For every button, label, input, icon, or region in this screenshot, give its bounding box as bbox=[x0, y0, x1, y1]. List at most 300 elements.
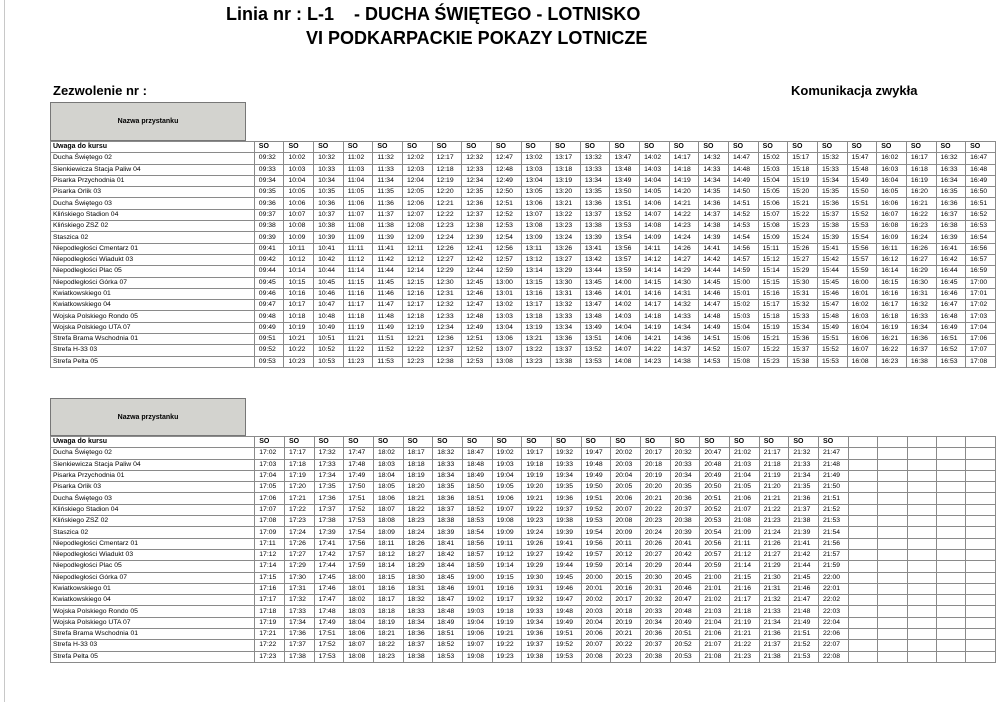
departure-time: 17:12 bbox=[255, 549, 285, 560]
departure-time: 11:49 bbox=[373, 322, 403, 333]
departure-time: 13:34 bbox=[551, 322, 581, 333]
departure-time: 21:47 bbox=[819, 448, 849, 459]
departure-time: 09:36 bbox=[254, 198, 284, 209]
departure-time bbox=[878, 561, 907, 572]
departure-time: 21:22 bbox=[730, 640, 760, 651]
day-code-cell: SO bbox=[640, 142, 670, 153]
departure-time: 20:34 bbox=[641, 617, 671, 628]
departure-time: 16:32 bbox=[906, 300, 936, 311]
departure-time: 15:16 bbox=[758, 288, 788, 299]
departure-time: 10:38 bbox=[314, 221, 344, 232]
departure-time: 15:14 bbox=[758, 266, 788, 277]
departure-time: 15:42 bbox=[817, 254, 847, 265]
departure-time: 19:54 bbox=[581, 527, 611, 538]
departure-time: 15:20 bbox=[788, 187, 818, 198]
departure-time: 16:17 bbox=[906, 153, 936, 164]
departure-time: 19:23 bbox=[492, 651, 522, 662]
departure-time: 10:39 bbox=[314, 232, 344, 243]
departure-time: 19:18 bbox=[492, 606, 522, 617]
departure-time: 16:34 bbox=[906, 322, 936, 333]
departure-time: 15:15 bbox=[758, 277, 788, 288]
departure-time bbox=[878, 651, 907, 662]
departure-time: 20:26 bbox=[641, 538, 671, 549]
departure-time: 21:38 bbox=[789, 516, 819, 527]
departure-time: 14:37 bbox=[699, 209, 729, 220]
departure-time: 11:04 bbox=[343, 175, 373, 186]
departure-time: 09:51 bbox=[254, 334, 284, 345]
table-row bbox=[51, 493, 996, 504]
permit-label: Zezwolenie nr : bbox=[53, 83, 147, 98]
departure-time: 21:07 bbox=[730, 504, 760, 515]
departure-time: 18:49 bbox=[433, 617, 463, 628]
day-code-cell: SO bbox=[462, 142, 492, 153]
table-row bbox=[51, 311, 996, 322]
departure-time: 15:52 bbox=[847, 209, 877, 220]
departure-time: 12:47 bbox=[491, 153, 521, 164]
departure-time: 15:54 bbox=[847, 232, 877, 243]
departure-time: 13:04 bbox=[521, 175, 551, 186]
departure-time: 16:42 bbox=[936, 254, 966, 265]
departure-time: 17:45 bbox=[314, 572, 344, 583]
departure-time bbox=[848, 527, 877, 538]
departure-time: 11:33 bbox=[373, 164, 403, 175]
departure-time: 18:38 bbox=[433, 516, 463, 527]
departure-time: 18:59 bbox=[462, 561, 492, 572]
departure-time: 19:34 bbox=[522, 617, 552, 628]
table-row bbox=[51, 448, 996, 459]
departure-time: 13:42 bbox=[580, 254, 610, 265]
departure-time: 20:18 bbox=[611, 606, 641, 617]
departure-time: 18:53 bbox=[462, 516, 492, 527]
departure-time: 20:34 bbox=[670, 470, 700, 481]
day-code-cell: SO bbox=[403, 437, 433, 448]
departure-time: 14:44 bbox=[699, 266, 729, 277]
departure-time: 13:48 bbox=[610, 164, 640, 175]
departure-time: 19:47 bbox=[551, 595, 581, 606]
departure-time: 14:46 bbox=[699, 288, 729, 299]
departure-time: 20:52 bbox=[700, 504, 730, 515]
departure-time: 14:01 bbox=[610, 288, 640, 299]
departure-time: 18:53 bbox=[433, 651, 463, 662]
departure-time: 16:32 bbox=[936, 153, 966, 164]
departure-time: 12:22 bbox=[402, 345, 432, 356]
departure-time: 19:30 bbox=[522, 572, 552, 583]
departure-time: 18:14 bbox=[373, 561, 403, 572]
departure-time bbox=[936, 583, 965, 594]
departure-time: 11:35 bbox=[373, 187, 403, 198]
departure-time bbox=[878, 572, 907, 583]
departure-time: 14:24 bbox=[669, 232, 699, 243]
timetable-2 bbox=[50, 436, 996, 663]
departure-time: 22:08 bbox=[819, 651, 849, 662]
departure-time: 16:18 bbox=[877, 311, 907, 322]
departure-time: 18:45 bbox=[433, 572, 463, 583]
departure-time: 10:04 bbox=[284, 175, 314, 186]
departure-time: 20:37 bbox=[670, 504, 700, 515]
departure-time: 12:27 bbox=[432, 254, 462, 265]
departure-time: 16:46 bbox=[936, 288, 966, 299]
departure-time: 19:38 bbox=[551, 516, 581, 527]
day-code-cell: SO bbox=[581, 437, 611, 448]
departure-time: 18:36 bbox=[433, 493, 463, 504]
departure-time bbox=[907, 459, 936, 470]
departure-time: 11:39 bbox=[373, 232, 403, 243]
departure-time: 19:08 bbox=[462, 651, 492, 662]
departure-time: 21:45 bbox=[789, 572, 819, 583]
departure-time: 12:18 bbox=[432, 164, 462, 175]
departure-time bbox=[878, 493, 907, 504]
departure-time: 20:47 bbox=[670, 595, 700, 606]
departure-time: 21:52 bbox=[789, 640, 819, 651]
departure-time bbox=[907, 606, 936, 617]
departure-time bbox=[966, 470, 996, 481]
table-row bbox=[51, 572, 996, 583]
departure-time: 20:00 bbox=[581, 572, 611, 583]
departure-time: 11:45 bbox=[373, 277, 403, 288]
departure-time: 12:34 bbox=[432, 322, 462, 333]
departure-time bbox=[848, 493, 877, 504]
departure-time: 14:57 bbox=[729, 254, 759, 265]
departure-time: 19:33 bbox=[522, 606, 552, 617]
departure-time: 11:22 bbox=[343, 345, 373, 356]
departure-time: 12:39 bbox=[462, 232, 492, 243]
departure-time: 20:22 bbox=[641, 504, 671, 515]
departure-time: 19:03 bbox=[462, 606, 492, 617]
departure-time: 21:01 bbox=[700, 583, 730, 594]
departure-time: 21:36 bbox=[759, 629, 789, 640]
departure-time: 20:52 bbox=[670, 640, 700, 651]
departure-time: 20:03 bbox=[611, 459, 641, 470]
departure-time: 15:22 bbox=[788, 209, 818, 220]
departure-time: 13:33 bbox=[580, 164, 610, 175]
departure-time bbox=[966, 629, 996, 640]
departure-time: 12:48 bbox=[491, 164, 521, 175]
departure-time: 14:29 bbox=[669, 266, 699, 277]
departure-time: 16:19 bbox=[906, 175, 936, 186]
departure-time bbox=[936, 493, 965, 504]
departure-time: 17:02 bbox=[255, 448, 285, 459]
departure-time: 15:03 bbox=[729, 311, 759, 322]
departure-time bbox=[878, 459, 907, 470]
departure-time: 13:39 bbox=[580, 232, 610, 243]
departure-time: 14:38 bbox=[669, 356, 699, 367]
departure-time: 11:06 bbox=[343, 198, 373, 209]
departure-time: 12:34 bbox=[462, 175, 492, 186]
stop-name: Pisarka Przychodnia 01 bbox=[51, 470, 255, 481]
departure-time: 14:37 bbox=[669, 345, 699, 356]
stop-name: Sienkiewicza Stacja Paliw 04 bbox=[51, 164, 255, 175]
day-code-cell: SO bbox=[284, 437, 314, 448]
departure-time: 21:18 bbox=[730, 606, 760, 617]
departure-time: 20:02 bbox=[611, 448, 641, 459]
departure-time: 20:19 bbox=[641, 470, 671, 481]
departure-time: 18:08 bbox=[344, 651, 374, 662]
departure-time: 20:38 bbox=[641, 651, 671, 662]
departure-time: 21:06 bbox=[700, 629, 730, 640]
day-code-cell: SO bbox=[611, 437, 641, 448]
departure-time: 18:23 bbox=[373, 651, 403, 662]
stop-name: Ducha Świętego 02 bbox=[51, 448, 255, 459]
departure-time: 11:19 bbox=[343, 322, 373, 333]
departure-time: 14:23 bbox=[669, 221, 699, 232]
departure-time: 12:11 bbox=[402, 243, 432, 254]
communication-type: Komunikacja zwykła bbox=[791, 83, 918, 98]
departure-time: 16:21 bbox=[906, 198, 936, 209]
departure-time: 13:36 bbox=[551, 334, 581, 345]
departure-time: 17:17 bbox=[255, 595, 285, 606]
departure-time: 11:15 bbox=[343, 277, 373, 288]
departure-time: 21:24 bbox=[759, 527, 789, 538]
departure-time: 12:49 bbox=[491, 175, 521, 186]
departure-time: 17:26 bbox=[284, 538, 314, 549]
departure-time: 13:41 bbox=[580, 243, 610, 254]
departure-time bbox=[936, 640, 965, 651]
departure-time: 18:21 bbox=[403, 493, 433, 504]
departure-time: 12:36 bbox=[462, 198, 492, 209]
departure-time: 10:02 bbox=[284, 153, 314, 164]
departure-time: 09:45 bbox=[254, 277, 284, 288]
departure-time: 16:35 bbox=[936, 187, 966, 198]
departure-time: 16:04 bbox=[877, 175, 907, 186]
table-row bbox=[51, 482, 996, 493]
departure-time: 16:20 bbox=[906, 187, 936, 198]
departure-time: 21:33 bbox=[759, 606, 789, 617]
table-row bbox=[51, 175, 996, 186]
day-code-cell: SO bbox=[402, 142, 432, 153]
departure-time: 18:06 bbox=[344, 629, 374, 640]
departure-time: 14:21 bbox=[669, 198, 699, 209]
departure-time: 13:37 bbox=[580, 209, 610, 220]
stop-name: Niepodległości Plac 05 bbox=[51, 561, 255, 572]
departure-time: 14:02 bbox=[640, 153, 670, 164]
departure-time: 20:19 bbox=[611, 617, 641, 628]
departure-time: 16:08 bbox=[877, 221, 907, 232]
departure-time: 13:21 bbox=[551, 198, 581, 209]
departure-time: 15:46 bbox=[817, 288, 847, 299]
departure-time: 11:07 bbox=[343, 209, 373, 220]
day-code-cell: SO bbox=[877, 142, 907, 153]
departure-time: 16:17 bbox=[877, 300, 907, 311]
departure-time: 16:22 bbox=[877, 345, 907, 356]
departure-time bbox=[848, 595, 877, 606]
stop-name: Wojska Polskiego UTA 07 bbox=[51, 322, 255, 333]
departure-time: 21:54 bbox=[819, 527, 849, 538]
departure-time: 14:45 bbox=[699, 277, 729, 288]
departure-time: 17:23 bbox=[284, 516, 314, 527]
departure-time: 10:03 bbox=[284, 164, 314, 175]
departure-time: 11:09 bbox=[343, 232, 373, 243]
departure-time: 18:32 bbox=[403, 595, 433, 606]
departure-time bbox=[878, 595, 907, 606]
departure-time: 20:53 bbox=[670, 651, 700, 662]
day-code-cell: SO bbox=[551, 142, 581, 153]
departure-time: 10:14 bbox=[284, 266, 314, 277]
departure-time: 16:08 bbox=[847, 356, 877, 367]
departure-time: 15:41 bbox=[817, 243, 847, 254]
departure-time: 20:49 bbox=[700, 470, 730, 481]
departure-time: 19:45 bbox=[551, 572, 581, 583]
departure-time: 19:23 bbox=[522, 516, 552, 527]
departure-time: 13:49 bbox=[610, 175, 640, 186]
departure-time: 16:00 bbox=[847, 277, 877, 288]
departure-time: 17:32 bbox=[314, 448, 344, 459]
departure-time: 16:52 bbox=[936, 345, 966, 356]
departure-time: 13:17 bbox=[551, 153, 581, 164]
departure-time bbox=[936, 549, 965, 560]
departure-time: 17:05 bbox=[255, 482, 285, 493]
departure-time: 12:46 bbox=[462, 288, 492, 299]
departure-time bbox=[878, 538, 907, 549]
departure-time: 16:48 bbox=[966, 164, 996, 175]
departure-time: 18:23 bbox=[403, 516, 433, 527]
departure-time: 14:53 bbox=[729, 221, 759, 232]
departure-time: 12:21 bbox=[402, 334, 432, 345]
page-border-line bbox=[4, 0, 5, 702]
departure-time: 10:44 bbox=[314, 266, 344, 277]
departure-time: 16:52 bbox=[966, 209, 996, 220]
departure-time bbox=[966, 504, 996, 515]
departure-time: 21:48 bbox=[819, 459, 849, 470]
departure-time: 09:46 bbox=[254, 288, 284, 299]
departure-time: 12:51 bbox=[462, 334, 492, 345]
departure-time: 20:59 bbox=[700, 561, 730, 572]
departure-time: 16:22 bbox=[906, 209, 936, 220]
departure-time: 13:22 bbox=[521, 345, 551, 356]
departure-time: 12:21 bbox=[432, 198, 462, 209]
departure-time: 17:07 bbox=[255, 504, 285, 515]
departure-time: 14:06 bbox=[610, 334, 640, 345]
departure-time bbox=[966, 572, 996, 583]
departure-time: 11:53 bbox=[373, 356, 403, 367]
departure-time bbox=[848, 516, 877, 527]
departure-time: 18:35 bbox=[433, 482, 463, 493]
departure-time bbox=[907, 583, 936, 594]
departure-time: 18:47 bbox=[462, 448, 492, 459]
departure-time: 19:26 bbox=[522, 538, 552, 549]
departure-time: 10:06 bbox=[284, 198, 314, 209]
departure-time: 20:36 bbox=[670, 493, 700, 504]
departure-time: 16:53 bbox=[936, 356, 966, 367]
departure-time: 12:45 bbox=[462, 277, 492, 288]
table-row bbox=[51, 187, 996, 198]
course-header-row bbox=[51, 142, 996, 153]
departure-time: 11:18 bbox=[343, 311, 373, 322]
departure-time: 10:42 bbox=[314, 254, 344, 265]
departure-time: 14:49 bbox=[699, 322, 729, 333]
day-code-cell bbox=[966, 437, 996, 448]
departure-time: 10:07 bbox=[284, 209, 314, 220]
departure-time bbox=[878, 606, 907, 617]
departure-time: 18:52 bbox=[433, 640, 463, 651]
departure-time bbox=[848, 448, 877, 459]
departure-time: 21:19 bbox=[730, 617, 760, 628]
departure-time bbox=[907, 493, 936, 504]
departure-time: 19:44 bbox=[551, 561, 581, 572]
departure-time: 09:53 bbox=[254, 356, 284, 367]
day-code-cell bbox=[907, 437, 936, 448]
departure-time: 16:02 bbox=[877, 153, 907, 164]
departure-time: 13:33 bbox=[551, 311, 581, 322]
departure-time: 18:51 bbox=[433, 629, 463, 640]
departure-time: 21:49 bbox=[819, 470, 849, 481]
departure-time bbox=[936, 629, 965, 640]
departure-time bbox=[966, 482, 996, 493]
stop-name: Pisarka Orlik 03 bbox=[51, 187, 255, 198]
departure-time: 17:31 bbox=[284, 583, 314, 594]
departure-time: 09:44 bbox=[254, 266, 284, 277]
departure-time: 18:03 bbox=[373, 459, 403, 470]
departure-time: 14:38 bbox=[699, 221, 729, 232]
departure-time: 18:47 bbox=[433, 595, 463, 606]
departure-time: 15:02 bbox=[758, 153, 788, 164]
departure-time: 13:08 bbox=[491, 356, 521, 367]
departure-time: 11:08 bbox=[343, 221, 373, 232]
departure-time: 14:51 bbox=[729, 198, 759, 209]
stop-name: Strefa Pelta 05 bbox=[51, 651, 255, 662]
departure-time: 10:47 bbox=[314, 300, 344, 311]
stop-name: Kwiatkowskiego 01 bbox=[51, 288, 255, 299]
day-code-cell: SO bbox=[641, 437, 671, 448]
departure-time: 18:21 bbox=[373, 629, 403, 640]
departure-time: 15:23 bbox=[788, 221, 818, 232]
departure-time: 17:49 bbox=[314, 617, 344, 628]
departure-time: 13:29 bbox=[551, 266, 581, 277]
departure-time: 15:18 bbox=[788, 164, 818, 175]
departure-time: 18:57 bbox=[462, 549, 492, 560]
departure-time: 18:11 bbox=[373, 538, 403, 549]
departure-time: 14:12 bbox=[640, 254, 670, 265]
departure-time: 21:48 bbox=[789, 606, 819, 617]
departure-time: 19:51 bbox=[551, 629, 581, 640]
departure-time bbox=[907, 470, 936, 481]
departure-time: 10:45 bbox=[314, 277, 344, 288]
departure-time: 20:33 bbox=[670, 459, 700, 470]
departure-time: 16:18 bbox=[906, 164, 936, 175]
departure-time: 17:22 bbox=[284, 504, 314, 515]
departure-time: 12:33 bbox=[432, 311, 462, 322]
departure-time: 15:34 bbox=[817, 175, 847, 186]
departure-time: 20:41 bbox=[670, 538, 700, 549]
departure-time: 19:59 bbox=[581, 561, 611, 572]
departure-time: 21:53 bbox=[789, 651, 819, 662]
departure-time: 09:35 bbox=[254, 187, 284, 198]
departure-time: 14:33 bbox=[669, 311, 699, 322]
table-row bbox=[51, 470, 996, 481]
departure-time: 17:37 bbox=[284, 640, 314, 651]
departure-time: 15:08 bbox=[758, 221, 788, 232]
table-row bbox=[51, 153, 996, 164]
departure-time: 14:08 bbox=[640, 221, 670, 232]
departure-time: 16:21 bbox=[877, 334, 907, 345]
departure-time: 21:26 bbox=[759, 538, 789, 549]
departure-time: 15:26 bbox=[788, 243, 818, 254]
day-code-cell: SO bbox=[729, 142, 759, 153]
stop-name: Ducha Świętego 03 bbox=[51, 493, 255, 504]
departure-time: 19:51 bbox=[581, 493, 611, 504]
departure-time: 17:15 bbox=[255, 572, 285, 583]
departure-time bbox=[878, 617, 907, 628]
departure-time: 20:23 bbox=[611, 651, 641, 662]
stop-name: Niepodległości Górka 07 bbox=[51, 277, 255, 288]
departure-time bbox=[936, 538, 965, 549]
departure-time: 13:11 bbox=[521, 243, 551, 254]
departure-time: 14:06 bbox=[640, 198, 670, 209]
departure-time: 19:53 bbox=[581, 516, 611, 527]
departure-time: 18:02 bbox=[373, 448, 403, 459]
departure-time: 14:30 bbox=[669, 277, 699, 288]
departure-time: 18:39 bbox=[433, 527, 463, 538]
departure-time: 12:41 bbox=[462, 243, 492, 254]
